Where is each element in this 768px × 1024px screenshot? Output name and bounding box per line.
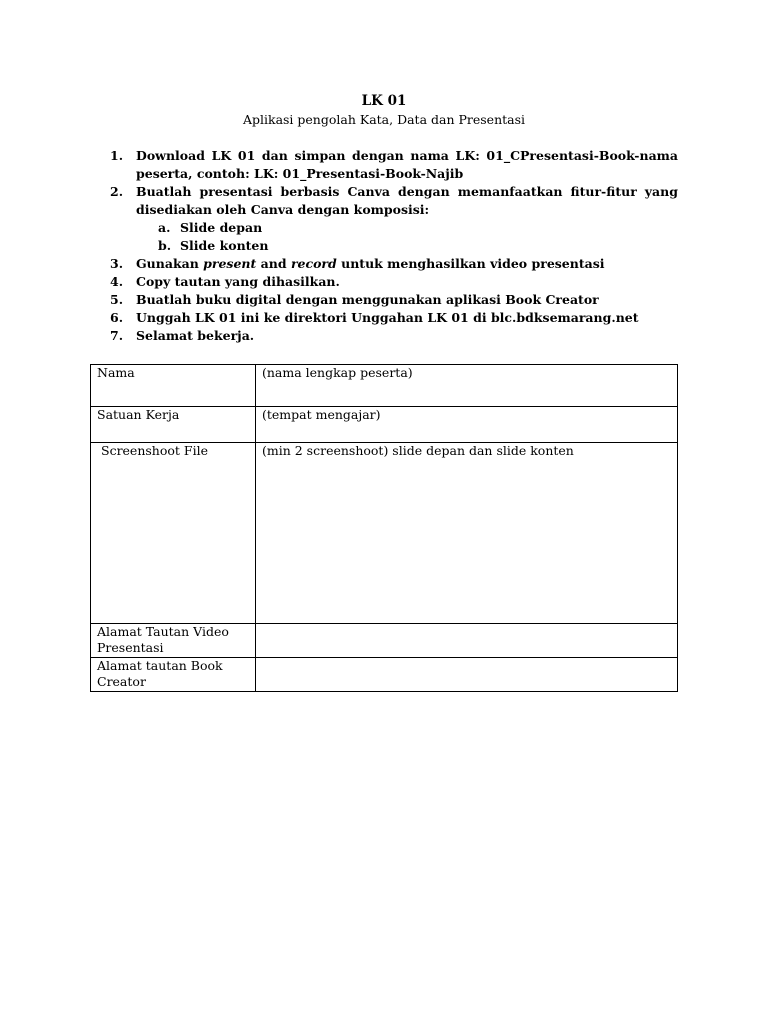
sub-instruction-item [136,219,678,237]
instruction-number: 7. [110,328,124,343]
instruction-text-mid: and [256,256,291,271]
book-creator-link-label: Alamat tautan Book Creator [91,658,256,692]
instruction-item [110,309,678,327]
video-link-label: Alamat Tautan Video Presentasi [91,624,256,658]
instruction-number: 3. [110,256,124,271]
instruction-item [110,147,678,183]
book-creator-link-value [256,658,678,692]
instruction-number: 5. [110,292,124,307]
sub-instruction-list [136,219,678,255]
participant-form-table [90,364,678,692]
video-link-value [256,624,678,658]
satuan-kerja-label: Satuan Kerja [91,407,256,443]
instruction-number: 4. [110,274,124,289]
instruction-text: Unggah LK 01 ini ke direktori Unggahan LK 01 di blc.bdksemarang.net [136,310,639,325]
instruction-number: 2. [110,184,124,199]
document-subtitle: Aplikasi pengolah Kata, Data dan Presentasi [242,112,526,127]
instruction-list [110,147,678,345]
instruction-text: Buatlah presentasi berbasis Canva dengan memanfaatkan fitur-fitur yang disediakan oleh Canva dengan komposisi: [136,184,678,217]
instruction-item [110,291,678,309]
sub-instruction-letter: a. [158,220,171,235]
instruction-number: 6. [110,310,124,325]
instruction-text: Copy tautan yang dihasilkan. [136,274,340,289]
screenshoot-file-value: (min 2 screenshoot) slide depan dan slide konten [256,443,678,624]
nama-label: Nama [91,365,256,407]
instruction-item [110,327,678,345]
instruction-emphasis-present: present [203,256,257,271]
table-row [91,407,678,443]
instruction-item [110,273,678,291]
nama-value: (nama lengkap peserta) [256,365,678,407]
screenshoot-file-label: Screenshoot File [91,443,256,624]
instruction-item [110,255,678,273]
sub-instruction-text: Slide depan [180,220,263,235]
instruction-number: 1. [110,148,124,163]
instruction-text: Buatlah buku digital dengan menggunakan aplikasi Book Creator [136,292,599,307]
table-row [91,443,678,624]
satuan-kerja-value: (tempat mengajar) [256,407,678,443]
sub-instruction-text: Slide konten [180,238,269,253]
table-row [91,658,678,692]
sub-instruction-item [136,237,678,255]
instruction-text-post: untuk menghasilkan video presentasi [336,256,605,271]
instruction-emphasis-record: record [290,256,337,271]
instruction-text-pre: Gunakan [136,256,204,271]
table-row [91,365,678,407]
instruction-text: Selamat bekerja. [136,328,255,343]
instruction-item [110,183,678,255]
instruction-text: Download LK 01 dan simpan dengan nama LK: 01_CPresentasi-Book-nama peserta, contoh: LK: 01_Presentasi-Book-Najib [136,148,678,181]
table-row [91,624,678,658]
document-title: LK 01 [361,93,407,109]
sub-instruction-letter: b. [158,238,172,253]
